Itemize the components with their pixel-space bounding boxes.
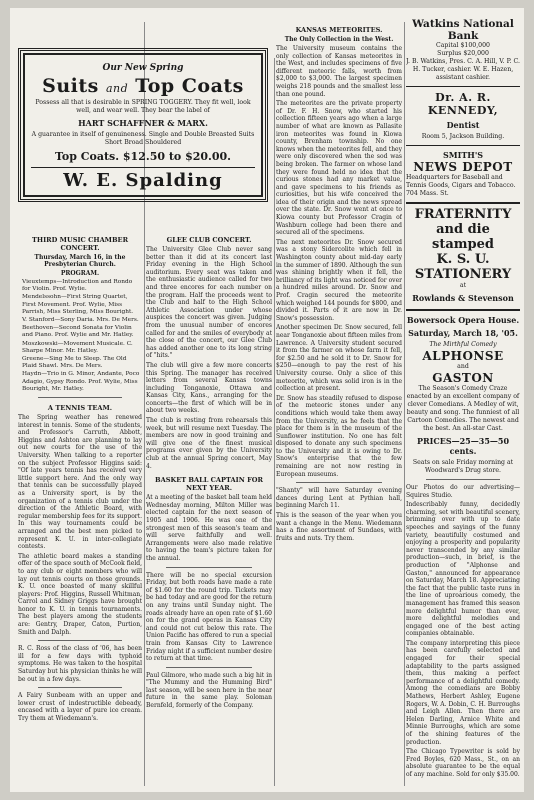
fraternity-line-2: and die stamped: [432, 222, 494, 252]
excursion-note: There will be no special excursion Friday, but both roads have made a rate of $1.60 for the round trip. Tickets may be had today and are good for the return on any trains until Sunday night. The roads already have an open rate of $1.60 on for the grand operas in Kansas City and could not cut below this rate. The Union Pacific has offered to run a special train from Kansas City to Lawrence Friday night if a sufficient number desire to return at that time.: [146, 571, 272, 663]
squires-body-2: Indescribably funny, decidedly charming, set with beautiful scenery, brimming over with up to date speeches and sayings of the funny variety, beautifully costumed and enjoying a prosperity and popularity never transcended by any similar production—such, in brief, is the production of "Alphonse and Gaston," announced for appearance on Saturday, March 18. Appreciating the fact that the public taste runs in the line of uproarious comedy, the management has framed this season more delightful humor than ever, more delightful melodies and engaged one of the best acting companies obtainable.: [406, 501, 520, 638]
opera-name-1: ALPHONSE: [422, 349, 504, 363]
dentist-title: Dentist: [446, 120, 480, 130]
ad-title-coats: Top Coats: [135, 75, 244, 97]
divider: [166, 667, 252, 668]
meteorites-body-4: Another specimen Dr. Snow secured, fell near Tonganoxie about fifteen miles from Lawrence. A University student secured it from the farmer on whose farm it fell, for $2.50 and he sold it to Dr. Snow for $250—enough to pay the rest of his University course. Only a slice of this meteorite, which was solid iron is in the collection at present.: [276, 324, 402, 393]
basketball-heading: BASKET BALL CAPTAIN FOR NEXT YEAR.: [155, 476, 263, 493]
list-item: V. Stanford—Sony Daria. Mrs. De Mers.: [22, 317, 139, 324]
meteorites-body-2: The meteorites are the private property of Dr. F. H. Snow, who started his collection fifteen years ago when a large number of what are known as Pallasite iron meteorites was found in Kiowa county, Brenham township. No one knows when the meteorites fell, and they were only discovered when the sod was being broken. The farmer on whose land they were found held no idea that the curious stones had any market value, and gave specimens to his friends as curiosities, but his wife conceived the idea of their origin and the news spread over the state. Dr. Snow went at once to Kiowa county but Professor Cragin of Washburn college had been there and secured all of the specimens.: [276, 100, 402, 237]
smith-line-1: SMITH'S: [442, 150, 484, 160]
ad-frame: [18, 48, 268, 202]
bank-name: Watkins National Bank: [412, 18, 514, 42]
opera-desc: The Season's Comedy Craze enacted by an excellent company of clever Comedians. A Medley of wit, beauty and song. The funniest of all Cartoon Comedies. The newest and the best. An all-star Cast.: [406, 385, 520, 432]
dentist-room: Room 5, Jackson Building.: [421, 133, 505, 140]
list-item: Moszkowski—Movement Musicale. C. Sharpe Minor. Mr. Hatley.: [22, 340, 133, 354]
concert-program-label: PROGRAM.: [60, 270, 100, 277]
column-4: [406, 18, 520, 788]
opera-date: Saturday, March 18, '05.: [408, 328, 518, 338]
fraternity-line-1: FRATERNITY: [414, 207, 512, 222]
fraternity-line-6: Rowlands & Stevenson: [412, 293, 514, 303]
smith-line-2: NEWS DEPOT: [413, 160, 513, 174]
opera-venue: Bowersock Opera House.: [406, 315, 520, 325]
bank-capital: Capital $100,000: [435, 42, 490, 49]
column-rule-3: [404, 22, 405, 786]
ad-brand: HART SCHAFFNER & MARX.: [78, 118, 208, 128]
opera-and: and: [457, 363, 469, 370]
bank-ad: [406, 18, 520, 82]
opera-comedy: The Mirthful Comedy: [429, 341, 497, 348]
fraternity-line-5: at: [459, 282, 467, 289]
ad-title-and: and: [105, 82, 129, 95]
opera-prices: PRICES—25—35—50 cents.: [416, 436, 510, 456]
bank-officers: J. B. Watkins, Pres. C. A. Hill, V. P. C. H. Tucker, cashier. W. E. Hazen, assistant cashier.: [406, 58, 520, 81]
divider: [38, 687, 122, 688]
ad-title-large: [31, 75, 255, 97]
glee-heading: GLEE CLUB CONCERT.: [166, 236, 252, 244]
ad-text-1: Possess all that is desirable in SPRING TOGGERY. They fit well, look well, and wear well. They bear the label of: [35, 99, 251, 114]
ad-title-suits: Suits: [42, 75, 99, 97]
basketball-body: At a meeting of the basket ball team held Wednesday morning, Milton Miller was elected captain for the next season of 1905 and 1906. He was one of the strongest men of this season's team and will serve faithfully and well. Arrangements were also made relative to having the team's picture taken for the annual.: [146, 494, 272, 562]
tennis-heading: A TENNIS TEAM.: [47, 404, 113, 413]
glee-body-3: The club is resting from rehearsals this week, but will resume next Tuesday. The members are now in good training and will give one of the finest musical programs ever given by the University club at the annual Spring concert, May 4.: [146, 417, 272, 470]
column-2: [146, 230, 272, 786]
column-rule-2: [274, 58, 275, 786]
shanty-note: "Shanty" will have Saturday evening dances during Lent at Pythian hall, beginning March 11.: [276, 487, 402, 510]
column-1: [18, 230, 142, 786]
squires-note: Our Photos do our advertising—Squires Studio.: [406, 484, 520, 499]
fraternity-ad: [406, 202, 520, 311]
list-item: Vieuxtemps—Introduction and Rondo for Violin. Prof. Wylie.: [22, 279, 133, 293]
glee-body: The University Glee Club never sang better than it did at its concert last Friday evening in the High School auditorium. Every seat was taken and the enthusiastic audience called for two and three encores for each number on the program. Half the proceeds went to the Club and half to the High School Athletic Association under whose auspices the concert was given. Judging from the unusual number of encores called for and the smiles of everybody at the close of the concert, our Glee Club has added another one to its long string of "hits.": [146, 246, 272, 360]
meteorites-body-3: The next meteorites Dr. Snow secured was a stony Sidercolite which fell in Washington county about mid-day early in the summer of 1890. Although the sun was shining brightly when it fell, the brilliancy of its light was noticed for over a hundred miles around. Dr. Snow and Prof. Cragin secured the meteorite which weighed 144 pounds for $800, and divided it. Parts of it are now in Dr. Snow's possession.: [276, 238, 402, 322]
meteorites-body: The University museum contains the only collection of Kansas meteorites in the West, and includes specimens of five different meteoric falls, worth from $2,000 to $3,000. The largest specimen weighs 218 pounds and the smallest less than one pound.: [276, 45, 402, 98]
ad-box: [23, 53, 263, 197]
ad-title-small: Our New Spring: [102, 63, 184, 73]
typewriter-note: The Chicago Typewriter is sold by Fred Boyles, 620 Mass., St., on an absolute guarantee to be the equal of any machine. Sold for only $35.00.: [406, 748, 520, 778]
divider: [426, 479, 500, 480]
divider: [296, 482, 382, 483]
tennis-body-2: The athletic board makes a standing offer of the space south of McCook field, to any club or eight members who will lay out tennis courts on those grounds. K. U. once boasted of many skillful players: Prof. Higgins, Russell Whitman, Carrol and Sidney Griggs have brought honor to K. U. in tennis tournaments. The best players among the students are: Gentry, Draper, Caton, Purtion, Smith and Dalph.: [18, 552, 142, 636]
season-note: This is the season of the year when you want a change in the Menu. Wiedemann has a fine assortment of Sundaes, with fruits and nuts. Try them.: [276, 512, 402, 542]
meteorites-heading: KANSAS METEORITES.: [295, 26, 383, 34]
concert-program-list: [18, 279, 142, 393]
fraternity-line-3: K. S. U.: [436, 252, 490, 267]
newspaper-page: [10, 8, 524, 792]
divider: [38, 397, 122, 398]
smith-body: Headquarters for Baseball and Tennis Goods, Cigars and Tobacco. 704 Mass. St.: [406, 174, 516, 197]
opera-seats: Seats on sale Friday morning at Woodward's Drug store.: [412, 459, 514, 474]
ross-note: R. C. Ross of the class of '06, has been ill for a few days with typhoid symptoms. He was taken to the hospital Saturday but his physician thinks he will be out in a few days.: [18, 645, 142, 683]
concert-heading: THIRD MUSIC CHAMBER CONCERT.: [31, 236, 129, 252]
ad-merchant-name: W. E. Spalding: [31, 167, 255, 191]
concert-date: Thursday, March 16, in the Presbyterian Church.: [34, 254, 126, 268]
opera-name-2: GASTON: [432, 371, 494, 385]
list-item: Haydn—Trio in G. Minor, Andante, Poco Adagio, Gypsy Rondo. Prof. Wylie, Miss Bouright, Mr. Hatley.: [22, 371, 140, 392]
divider: [38, 640, 122, 641]
spalding-ad: [18, 48, 268, 202]
squires-body-3: The company interpreting this piece has been carefully selected and engaged for their special adaptability to the parts assigned them, thus making a perfect performance of a delightful comedy. Among the comedians are Bobby Mathews, Herbert Ashley, Eugene Rogers, W. A. Dobin, C. H. Burroughs and Leigh Allen. Then there are Helen Darling, Arnice White and Minnie Burroughs, which are some of the shining features of the production.: [406, 639, 520, 746]
opera-ad: [406, 315, 520, 475]
dentist-name: Dr. A. R. KENNEDY,: [427, 91, 499, 117]
fraternity-line-4: STATIONERY: [414, 267, 512, 282]
gilmore-note: Paul Gilmore, who made such a big hit in "The Mummy and the Humming Bird" last season, will be seen here in the near future in the same play. Soloman Bernfeld, formerly of the Company.: [146, 671, 272, 710]
ad-price: Top Coats. $12.50 to $20.00.: [54, 150, 232, 163]
divider: [166, 567, 252, 568]
bank-surplus: Surplus $20,000: [437, 50, 489, 57]
glee-body-2: The club will give a few more concerts this Spring. The manager has received letters from several Kansas towns including Tonganoxie, Ottawa and Kansas City, Kans., arranging for the concerts—the first of which will be in about two weeks.: [146, 361, 272, 415]
tennis-body: The Spring weather has renewed interest in tennis. Some of the students, and Professor's Carruth, Abbott, Higgins and Ashton are planning to lay out new courts for the use of the University. When talking to a reporter on the subject Professor Higgins said: "Of late years tennis has received very little support here. And the only way that tennis can be successfully played as a University sport, is by the organization of a tennis club under the direction of the Athletic Board, with regular membership fees for its support. In this way tournaments could be arranged and the best men picked to represent K. U. in inter-collegiate contests.: [18, 414, 142, 551]
list-item: Greene—Sing Me to Sleep. The Old Plaid Shawl. Mrs. De Mers.: [22, 356, 127, 370]
sunbeam-note: A Fairy Sunbeam with an upper and lower crust of indestructible debeady, encased with a layer of pure ice cream. Try them at Wiedemann's.: [18, 692, 142, 723]
meteorites-body-5: Dr. Snow has steadily refused to dispose of the meteoric stones under any conditions which would take them away from the University, as he feels that the place for them is in the museum of the Sunflower institution. No one has felt disposed to donate any such specimens to the University and it is owing to Dr. Snow's enterprise that the few remaining are not now resting in European museums.: [276, 394, 402, 478]
ad-text-2: A guarantee in itself of genuineness. Single and Double Breasted Suits Short Broad Shouldered: [31, 131, 255, 146]
smith-ad: [406, 150, 520, 198]
column-3: [276, 20, 402, 788]
list-item: Beethoven—Second Sonata for Violin and Piano. Prof. Wylie and Mr. Hatley.: [22, 325, 134, 339]
dentist-ad: [406, 86, 520, 146]
list-item: Mendelssohn—First String Quartet, First Movement. Prof. Wylie, Miss Parrish, Miss Sterling, Miss Bouright.: [22, 294, 134, 315]
meteorites-subheading: The Only Collection in the West.: [284, 36, 394, 43]
